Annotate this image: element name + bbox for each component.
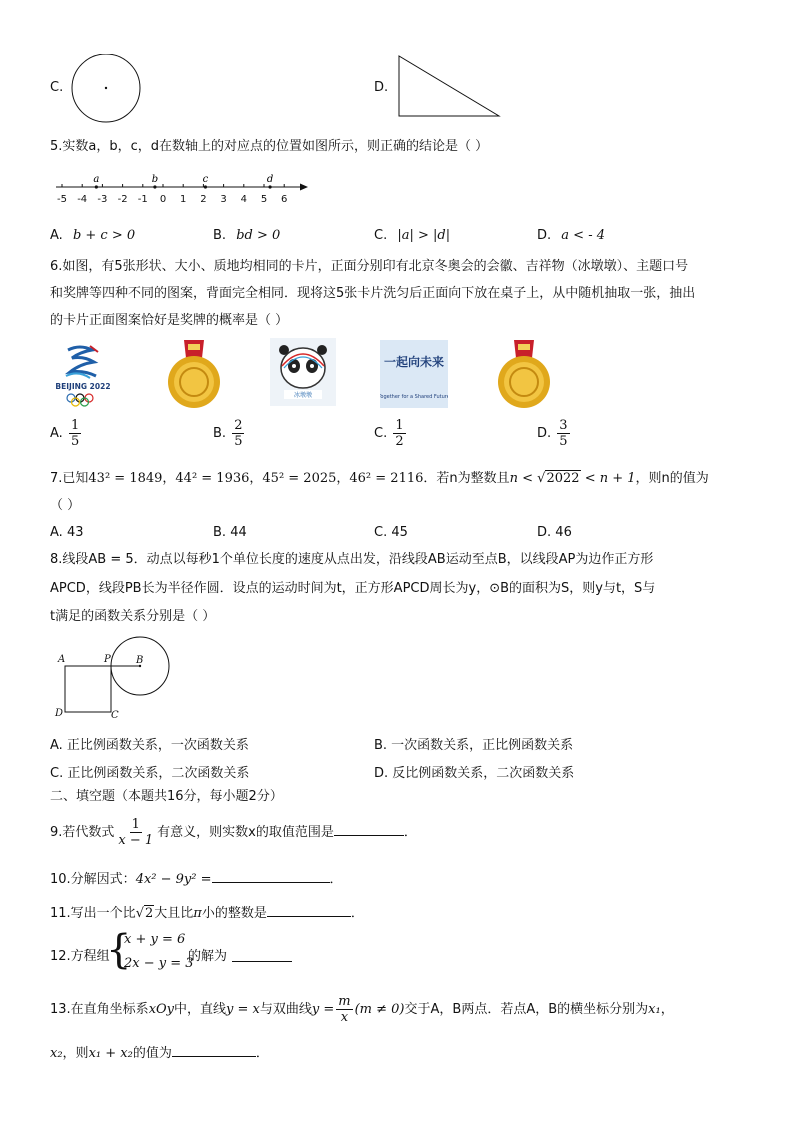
- beijing-2022-emblem-icon: [50, 340, 116, 408]
- q8-line-2: APCD，线段PB长为半径作圆．设点的运动时间为t，正方形APCD周长为y，⊙B的面积为S，则y与t，S与: [50, 581, 656, 596]
- point-b: [153, 185, 156, 188]
- point-label-a: a: [93, 174, 100, 185]
- axis-tick-label: 1: [180, 194, 187, 205]
- q8-line-3: t满足的函数关系分别是（ ）: [50, 609, 216, 624]
- q6-line-3: 的卡片正面图案恰好是奖牌的概率是（ ）: [50, 313, 289, 328]
- q7-option-a[interactable]: A. 43: [50, 525, 84, 540]
- q6-option-a[interactable]: A. $\frac{1}{5}$: [50, 418, 80, 449]
- point-label-c: c: [202, 174, 209, 185]
- q8-option-c[interactable]: C. 正比例函数关系，二次函数关系: [50, 766, 250, 781]
- q6-line-1: 6.如图，有5张形状、大小、质地均相同的卡片，正面分别印有北京冬奥会的会徽、吉祥物（冰墩墩）、主题口号: [50, 259, 689, 274]
- svg-text:冰墩墩: 冰墩墩: [293, 392, 313, 399]
- q9-stem: 9.若代数式 $\frac{1}{x - 1}$ 有意义，则实数x的取值范围是 ．: [50, 817, 417, 848]
- q7-paren: （ ）: [50, 498, 81, 513]
- q6-option-b[interactable]: B. $\frac{2}{5}$: [213, 418, 243, 449]
- mascot-bing-dwen-dwen-icon: [270, 338, 336, 406]
- card-medal-1: [160, 338, 228, 410]
- q6-option-c[interactable]: C. $\frac{1}{2}$: [374, 418, 404, 449]
- card-mascot: [270, 338, 336, 406]
- number-line: [52, 170, 312, 210]
- right-triangle-figure: [396, 54, 502, 118]
- label-b: B: [136, 655, 144, 666]
- svg-text:一起向未来: 一起向未来: [383, 355, 445, 369]
- q5-option-b[interactable]: B. bd > 0: [213, 228, 281, 243]
- q10-stem: 10.分解因式：4x² − 9y² = ．: [50, 868, 343, 889]
- q13-line-2: x₂，则x₁ + x₂的值为 ．: [50, 1042, 269, 1063]
- fraction: $\frac{m}{x}$: [338, 994, 351, 1025]
- q7-option-b[interactable]: B. 44: [213, 525, 247, 540]
- axis-tick-label: -2: [117, 194, 128, 205]
- axis-tick-label: -5: [57, 194, 67, 205]
- answer-blank[interactable]: [232, 947, 292, 962]
- axis-tick-label: -1: [137, 194, 148, 205]
- q7-option-c[interactable]: C. 45: [374, 525, 408, 540]
- fraction: $\frac{1}{2}$: [395, 418, 404, 449]
- q11-stem: 11.写出一个比√2大且比π小的整数是 ．: [50, 902, 364, 923]
- card-emblem: [50, 340, 116, 408]
- point-a: [95, 185, 98, 188]
- square-circle-figure: [52, 634, 176, 724]
- label-c: C: [111, 710, 119, 721]
- point-label-b: b: [151, 174, 159, 185]
- axis-tick-label: 3: [220, 194, 227, 205]
- fraction: $\frac{2}{5}$: [234, 418, 243, 449]
- label-d: D: [55, 708, 64, 719]
- q5-option-d[interactable]: D. a < - 4: [537, 228, 606, 243]
- q6-line-2: 和奖牌等四种不同的图案，背面完全相同．现将这5张卡片洗匀后正面向下放在桌子上，从中随机抽取一张，抽出: [50, 286, 696, 301]
- q8-option-a[interactable]: A. 正比例函数关系，一次函数关系: [50, 738, 249, 753]
- point-label-d: d: [266, 174, 274, 185]
- answer-blank[interactable]: [172, 1042, 256, 1057]
- q7-stem: 7.已知43² = 1849，44² = 1936，45² = 2025，46² = 2116．若n为整数且n < √2022 < n + 1，则n的值为: [50, 471, 709, 486]
- axis-tick-label: 4: [240, 194, 247, 205]
- option-d-label: D.: [374, 80, 389, 95]
- axis-tick-label: -3: [97, 194, 108, 205]
- option-c-label: C.: [50, 80, 64, 95]
- svg-text:BEIJING 2022: BEIJING 2022: [55, 382, 111, 391]
- arrow-right-icon: [300, 184, 308, 191]
- label-p: P: [104, 654, 111, 665]
- q7-option-d[interactable]: D. 46: [537, 525, 572, 540]
- card-slogan: [380, 340, 448, 408]
- circle-figure: [70, 54, 144, 124]
- fraction: $\frac{3}{5}$: [559, 418, 568, 449]
- q6-option-d[interactable]: D. $\frac{3}{5}$: [537, 418, 568, 449]
- section-2-title: 二、填空题（本题共16分，每小题2分）: [50, 789, 283, 804]
- sqrt-expression: √2022: [537, 471, 580, 486]
- axis-tick-label: -4: [77, 194, 88, 205]
- answer-blank[interactable]: [267, 902, 351, 917]
- q5-option-c[interactable]: C. |a| > |d|: [374, 228, 451, 243]
- sqrt-expression: √2: [135, 906, 154, 921]
- q8-option-b[interactable]: B. 一次函数关系，正比例函数关系: [374, 738, 574, 753]
- q5-option-a[interactable]: A. b + c > 0: [50, 228, 136, 243]
- answer-blank[interactable]: [334, 821, 404, 836]
- axis-tick-label: 5: [260, 194, 268, 205]
- q5-stem: 5.实数a，b，c，d在数轴上的对应点的位置如图所示，则正确的结论是（ ）: [50, 139, 489, 154]
- gold-medal-icon: [160, 338, 228, 410]
- axis-tick-label: 2: [200, 194, 207, 205]
- fraction: $\frac{1}{5}$: [70, 418, 80, 449]
- gold-medal-icon: [490, 338, 558, 410]
- slogan-icon: [380, 340, 448, 408]
- label-a: A: [58, 654, 66, 665]
- answer-blank[interactable]: [212, 868, 330, 883]
- q8-line-1: 8.线段AB = 5．动点以每秒1个单位长度的速度从点出发，沿线段AB运动至点B，以线段AP为边作正方形: [50, 552, 654, 567]
- axis-tick-label: 6: [281, 194, 288, 205]
- q13-line-1: 13.在直角坐标系xOy中，直线y = x与双曲线y = $\frac{m}{x}$ (m ≠ 0)交于A，B两点．若点A，B的横坐标分别为x₁，: [50, 994, 674, 1025]
- fraction: $\frac{1}{x - 1}$: [118, 817, 154, 848]
- q8-option-d[interactable]: D. 反比例函数关系，二次函数关系: [374, 766, 575, 781]
- card-medal-2: [490, 338, 558, 410]
- svg-text:Together for a Shared Future: Together for a Shared Future: [380, 394, 448, 400]
- point-d: [268, 185, 271, 188]
- axis-tick-label: 0: [159, 194, 167, 205]
- point-c: [204, 185, 207, 188]
